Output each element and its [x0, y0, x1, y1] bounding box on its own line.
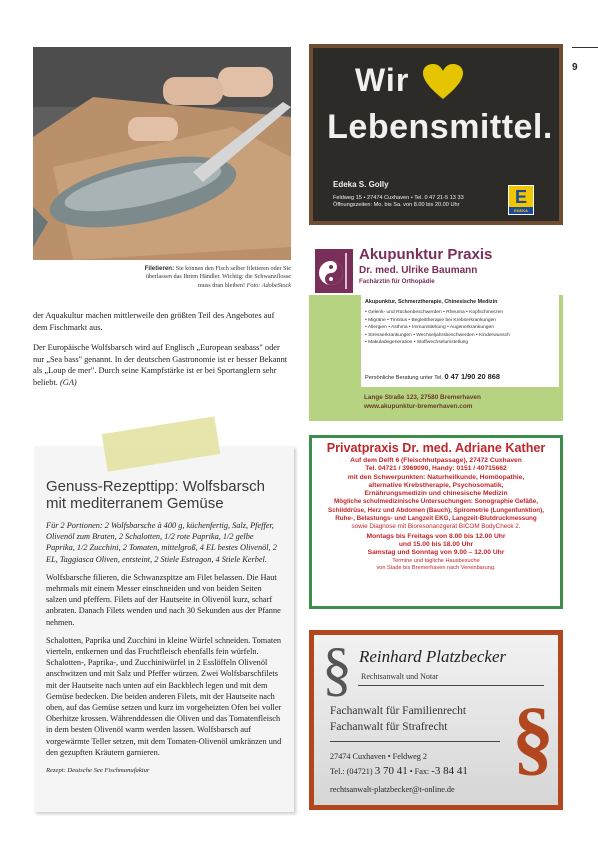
edeka-store-name: Edeka S. Golly: [333, 180, 389, 189]
edeka-ad: [309, 44, 563, 225]
privatpraxis-title: Privatpraxis Dr. med. Adriane Kather: [326, 441, 546, 455]
privatpraxis-focus: Ernährungsmedizin und chinesische Medizin: [364, 490, 508, 498]
recipe-source: Rezept: Deutsche See Fischmanufaktur: [46, 767, 150, 775]
akupunktur-doctor: Dr. med. Ulrike Baumann: [359, 265, 478, 276]
privatpraxis-visits: von Stade bis Bremerhaven nach Vereinbarung.: [376, 564, 496, 571]
caption-label: Filetieren:: [144, 265, 175, 272]
ad-headline-wir: Wir: [355, 62, 410, 98]
heart-icon: [423, 64, 463, 100]
privatpraxis-exams: Schilddrüse, Herz und Abdomen (Bauch), Spirometrie (Lungenfunktion),: [328, 506, 544, 514]
privatpraxis-exams: sowie Diagnose mit Bioresonanzgerät BICOM BodyCheck 2.: [351, 522, 521, 530]
privatpraxis-hours: Montags bis Freitags von 8.00 bis 12.00 Uhr: [366, 532, 506, 540]
divider: [358, 685, 544, 686]
platzbecker-ad: [309, 630, 563, 810]
lawyer-specialty: Fachanwalt für Familienrecht: [330, 705, 467, 717]
privatpraxis-phone: Tel. 04721 / 3969090, Handy: 0151 / 40715662: [365, 465, 507, 473]
recipe-step-2: Schalotten, Paprika und Zucchini in kleine Würfel schneiden. Tomaten vierteln, entkernen und das Fruchtfleisch ebenfalls fein würfeln. Schalotten-, Paprika-, und Zucchiniwürfel in 2 Esslöffeln Olivenöl anschwitzen und mit Salz und Pfeffer würzen. Zwei Wolfsbarschfilets mit der Hautseite nach unten auf ein Backblech legen und mit dem Gemüse bedecken. Die beiden anderen Filets, mit der Hautseite nach oben, auf das Gemüse setzen und kurz im vorgeheizten Ofen bei voller Oberhitze krossen. Währenddessen die Oliven und das Tomatenfleisch in dem besten Olivenöl warm werden lassen. Wolfsbarsch auf vorgewärmte Teller setzen, mit dem Tomaten-Olivenöl umkränzen und den gezupften Kräutern garnieren.: [46, 635, 282, 757]
lawyer-title: Rechtsanwalt und Notar: [361, 672, 439, 681]
intro-text: [33, 310, 290, 398]
lawyer-specialty: Fachanwalt für Strafrecht: [330, 721, 448, 733]
caption-text: Sie können den Fisch selber filetieren oder Sie überlassen das Ihrem Händler. Wichtig: die Schwanzflosse muss dran bleiben!: [145, 265, 291, 289]
list-item: • Makuladegeneration • Stoffwechselumstellung: [365, 340, 469, 346]
lawyer-address: 27474 Cuxhaven • Feldweg 2: [330, 752, 428, 761]
list-item: • Migräne • Tinnitus • Begleittherapie bei Krebserkrankungen: [365, 317, 497, 323]
akupunktur-services-list: [365, 309, 555, 347]
akupunktur-specialty: Fachärztin für Orthopädie: [359, 278, 435, 285]
privatpraxis-exams: Ruhe-, Belastungs- und Langzeit EKG, Langzeit-Blutdruckmessung: [335, 514, 537, 522]
privatpraxis-focus: mit den Schwerpunkten: Naturheilkunde, Homöopathie,: [347, 473, 525, 481]
privatpraxis-hours: Samstag und Sonntag von 9.00 – 12.00 Uhr: [367, 549, 505, 557]
list-item: • Allergien • Asthma • Immunstärkung • Augenerkrankungen: [365, 325, 494, 331]
list-item: • Stresserkrankungen • Wechseljahrsbeschwerden • Kinderwunsch: [365, 332, 510, 338]
privatpraxis-ad: [309, 435, 563, 609]
akupunktur-topics-title: Akupunktur, Schmerztherapie, Chinesische Medizin: [365, 299, 498, 305]
lawyer-phone: Tel.: (04721) 3 70 41 • Fax: -3 84 41: [330, 765, 468, 777]
edeka-logo-icon: E EDEKA: [508, 185, 534, 215]
intro-signature: (GA): [59, 377, 77, 387]
privatpraxis-visits: Termine und tägliche Hausbesuche: [392, 557, 480, 564]
privatpraxis-address: Auf dem Delft 6 (Fleischhutpassage), 27472 Cuxhaven: [350, 457, 522, 464]
recipe-title: Genuss-Rezepttipp: Wolfsbarsch mit mediterranem Gemüse: [46, 478, 265, 512]
privatpraxis-exams: Mögliche schulmedizinische Untersuchungen: Sonographie Gefäße,: [334, 498, 538, 506]
akupunktur-phone: Persönliche Beratung unter Tel. 0 47 1/90 20 868: [365, 372, 500, 381]
intro-paragraph-2: Der Europäische Wolfsbarsch wird auf Englisch „European seabass" oder nur „Sea bass" genannt. In der deutschen Gastronomie ist er besser Bekannt als „Loup de mer". Durch seine Kampfstärke ist er bei Sportanglern sehr beliebt. (GA): [33, 343, 288, 387]
ad-headline-lebensmittel: Lebensmittel.: [327, 108, 553, 146]
photo-caption: [133, 265, 291, 290]
akupunktur-website-link[interactable]: www.akupunktur-bremerhaven.com: [364, 403, 473, 410]
yin-yang-icon: [315, 249, 353, 293]
list-item: • Gelenk- und Rückenbeschwerden • Rheuma • Kopfschmerzen: [365, 310, 504, 315]
edeka-address: Feldweg 15 • 27474 Cuxhaven • Tel. 0 47 21-5 13 33 Öffnungszeiten: Mo. bis Sa. von 8.00 bis 20.00 Uhr: [333, 195, 464, 208]
page-number-rule: [572, 47, 598, 48]
paragraph-icon: §: [512, 691, 554, 784]
caption-credit: Foto: AdobeStock: [246, 281, 291, 289]
lawyer-name: Reinhard Platzbecker: [359, 647, 507, 666]
recipe-ingredients: Für 2 Portionen: 2 Wolfsbarsche à 400 g, küchenfertig, Salz, Pfeffer, Olivenöl zum Braten, 2 Schalotten, 1/2 rote Paprika, 1/2 gelbe Paprika, 1/2 Zucchini, 2 Tomaten, mittelgroß, 4 EL bestes Olivenöl, 2 EL, Taggiasca Oliven, entsteint, 2 Stiele Estragon, 4 Stiele Kerbel.: [46, 521, 277, 564]
lawyer-email-link[interactable]: rechtsanwalt-platzbecker@t-online.de: [330, 785, 455, 794]
divider: [330, 741, 500, 742]
platzbecker-card: [314, 635, 558, 805]
akupunktur-address: Lange Straße 123, 27580 Bremerhaven www.akupunktur-bremerhaven.com: [364, 394, 481, 410]
privatpraxis-hours: und 15.00 bis 18.00 Uhr: [398, 541, 474, 549]
akupunktur-title: Akupunktur Praxis: [359, 246, 493, 263]
akupunktur-services-box: [361, 295, 559, 387]
privatpraxis-focus: alternative Krebstherapie, Psychosomatik,: [368, 481, 504, 489]
page-number: 9: [572, 62, 578, 73]
recipe-content: [46, 478, 282, 783]
recipe-step-1: Wolfsbarsche filieren, die Schwanzspitze am Filet belassen. Die Haut mehrmals mit einem Messer einschneiden und von beiden Seiten salzen und pfeffern. Filets auf der Hautseite in Olivenöl kurz, scharf anbraten. Danach Filets wenden und nach 30 Sekunden aus der Pfanne nehmen.: [46, 572, 281, 627]
intro-paragraph-1: der Aquakultur machen mittlerweile den größten Teil des Angebotes auf dem Fischmarkt aus.: [33, 311, 275, 332]
fish-filleting-photo: [33, 47, 291, 260]
paragraph-icon: §: [322, 636, 352, 702]
akupunktur-ad: [309, 241, 563, 421]
